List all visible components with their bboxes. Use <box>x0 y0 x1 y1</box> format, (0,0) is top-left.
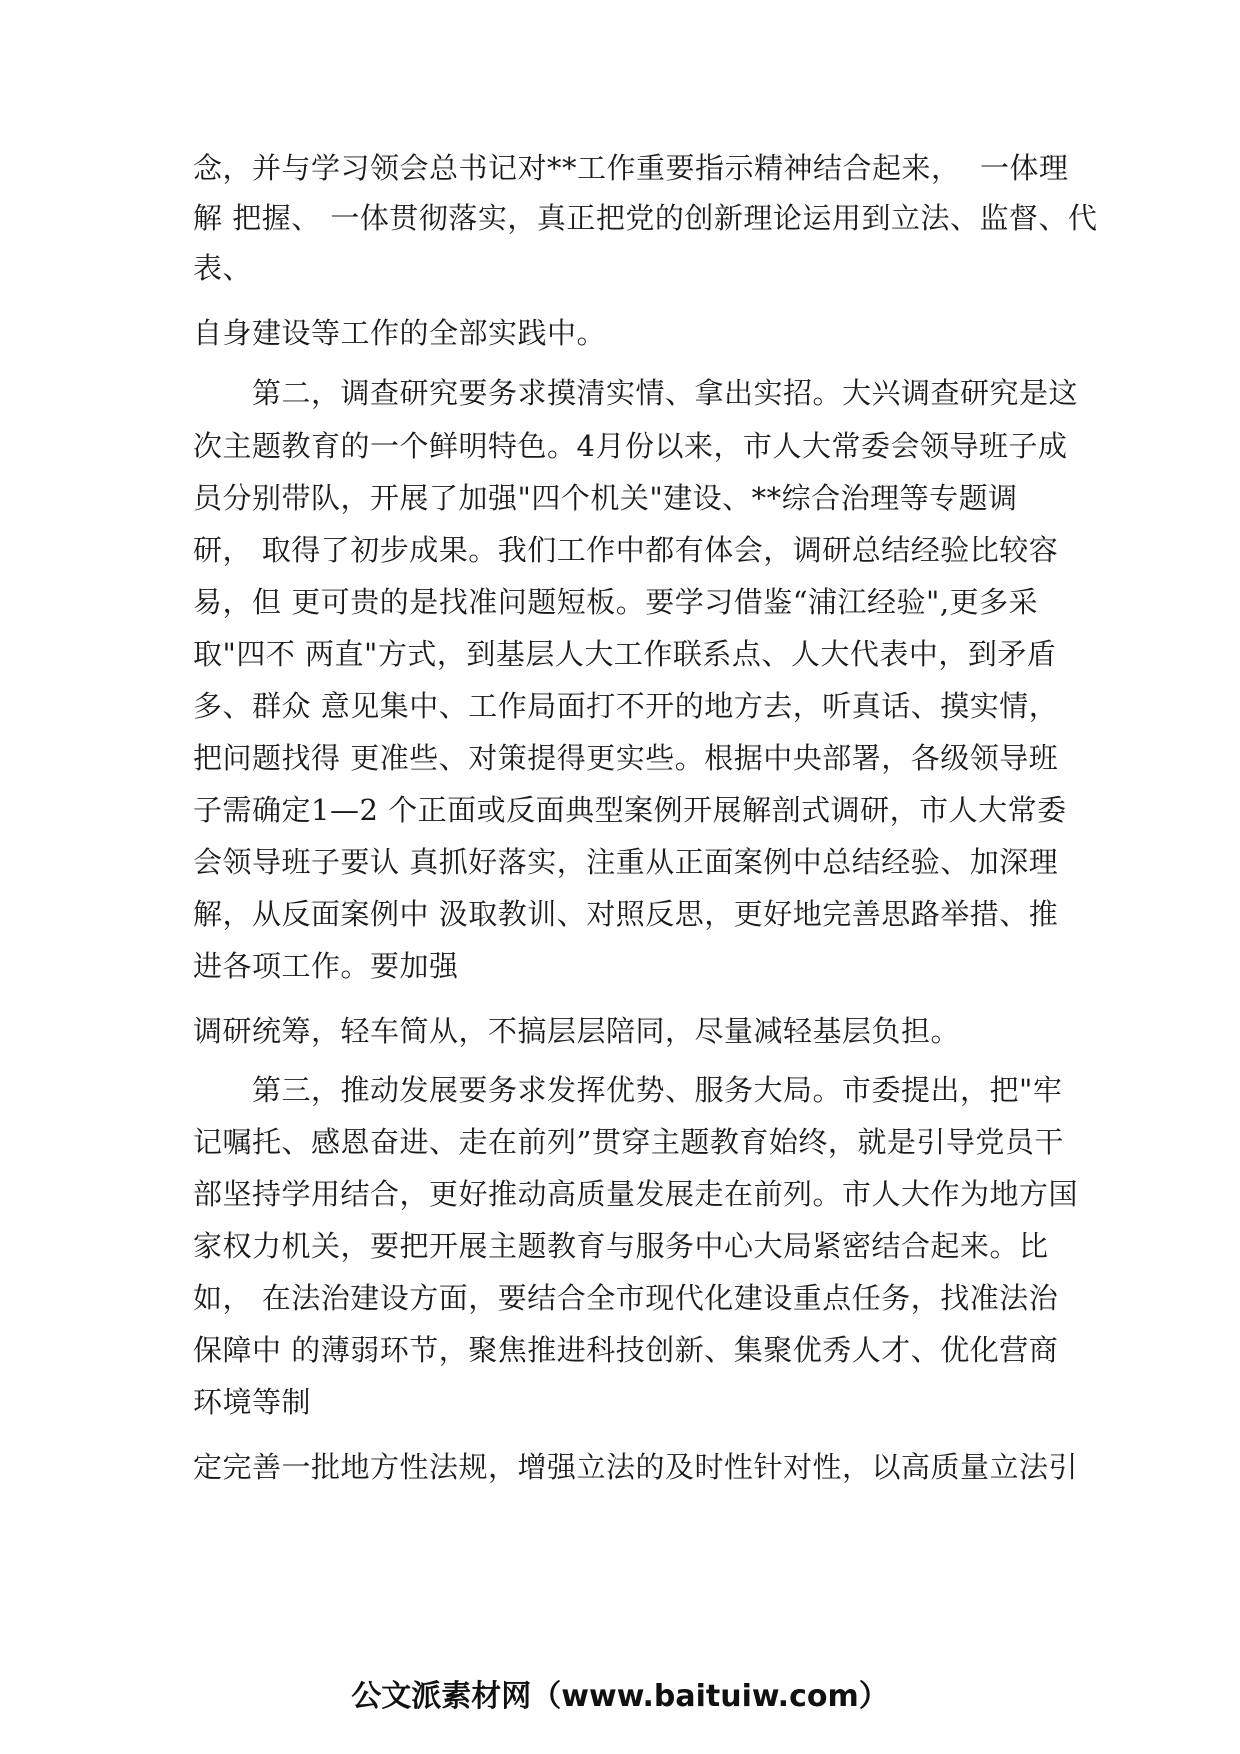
text-line: 取"四不 两直"方式，到基层人大工作联系点、人大代表中，到矛盾 <box>193 637 1057 671</box>
text-line: 念，并与学习领会总书记对**工作重要指示精神结合起来， 一体理 <box>193 151 1069 185</box>
site-footer: 公文派素材网（www.baituiw.com） <box>351 1679 889 1714</box>
text-line: 表、 <box>193 251 253 285</box>
text-line: 记嘱托、感恩奋进、走在前列”贯穿主题教育始终，就是引导党员干 <box>193 1125 1064 1159</box>
text-line: 研， 取得了初步成果。我们工作中都有体会，调研总结经验比较容 <box>193 533 1059 567</box>
text-line: 部坚持学用结合，更好推动高质量发展走在前列。市人大作为地方国 <box>193 1177 1079 1211</box>
text-line: 如， 在法治建设方面，要结合全市现代化建设重点任务，找准法治 <box>193 1281 1059 1315</box>
text-line: 把问题找得 更准些、对策提得更实些。根据中央部署，各级领导班 <box>193 741 1059 775</box>
text-line: 解 把握、 一体贯彻落实，真正把党的创新理论运用到立法、监督、代 <box>193 201 1098 235</box>
text-line: 子需确定1—2 个正面或反面典型案例开展解剖式调研，市人大常委 <box>193 793 1067 827</box>
text-line: 解，从反面案例中 汲取教训、对照反思，更好地完善思路举措、推 <box>193 897 1059 931</box>
text-line: 环境等制 <box>193 1385 312 1419</box>
text-line: 员分别带队，开展了加强"四个机关"建设、**综合治理等专题调 <box>193 481 1018 515</box>
text-line: 第二，调查研究要务求摸清实情、拿出实招。大兴调查研究是这 <box>193 376 1079 410</box>
text-line: 第三，推动发展要务求发挥优势、服务大局。市委提出，把"牢 <box>193 1073 1063 1107</box>
text-line: 自身建设等工作的全部实践中。 <box>193 316 607 350</box>
text-line: 多、群众 意见集中、工作局面打不开的地方去，听真话、摸实情， <box>193 689 1059 723</box>
text-line: 次主题教育的一个鲜明特色。4月份以来，市人大常委会领导班子成 <box>193 429 1068 463</box>
text-line: 家权力机关，要把开展主题教育与服务中心大局紧密结合起来。比 <box>193 1229 1049 1263</box>
text-line: 会领导班子要认 真抓好落实，注重从正面案例中总结经验、加深理 <box>193 845 1059 879</box>
text-line: 调研统筹，轻车简从，不搞层层陪同，尽量减轻基层负担。 <box>193 1014 961 1048</box>
text-line: 进各项工作。要加强 <box>193 949 459 983</box>
text-line: 定完善一批地方性法规，增强立法的及时性针对性，以高质量立法引 <box>193 1450 1079 1484</box>
text-line: 易，但 更可贵的是找准问题短板。要学习借鉴“浦江经验",更多采 <box>193 585 1039 619</box>
text-line: 保障中 的薄弱环节，聚焦推进科技创新、集聚优秀人才、优化营商 <box>193 1333 1059 1367</box>
